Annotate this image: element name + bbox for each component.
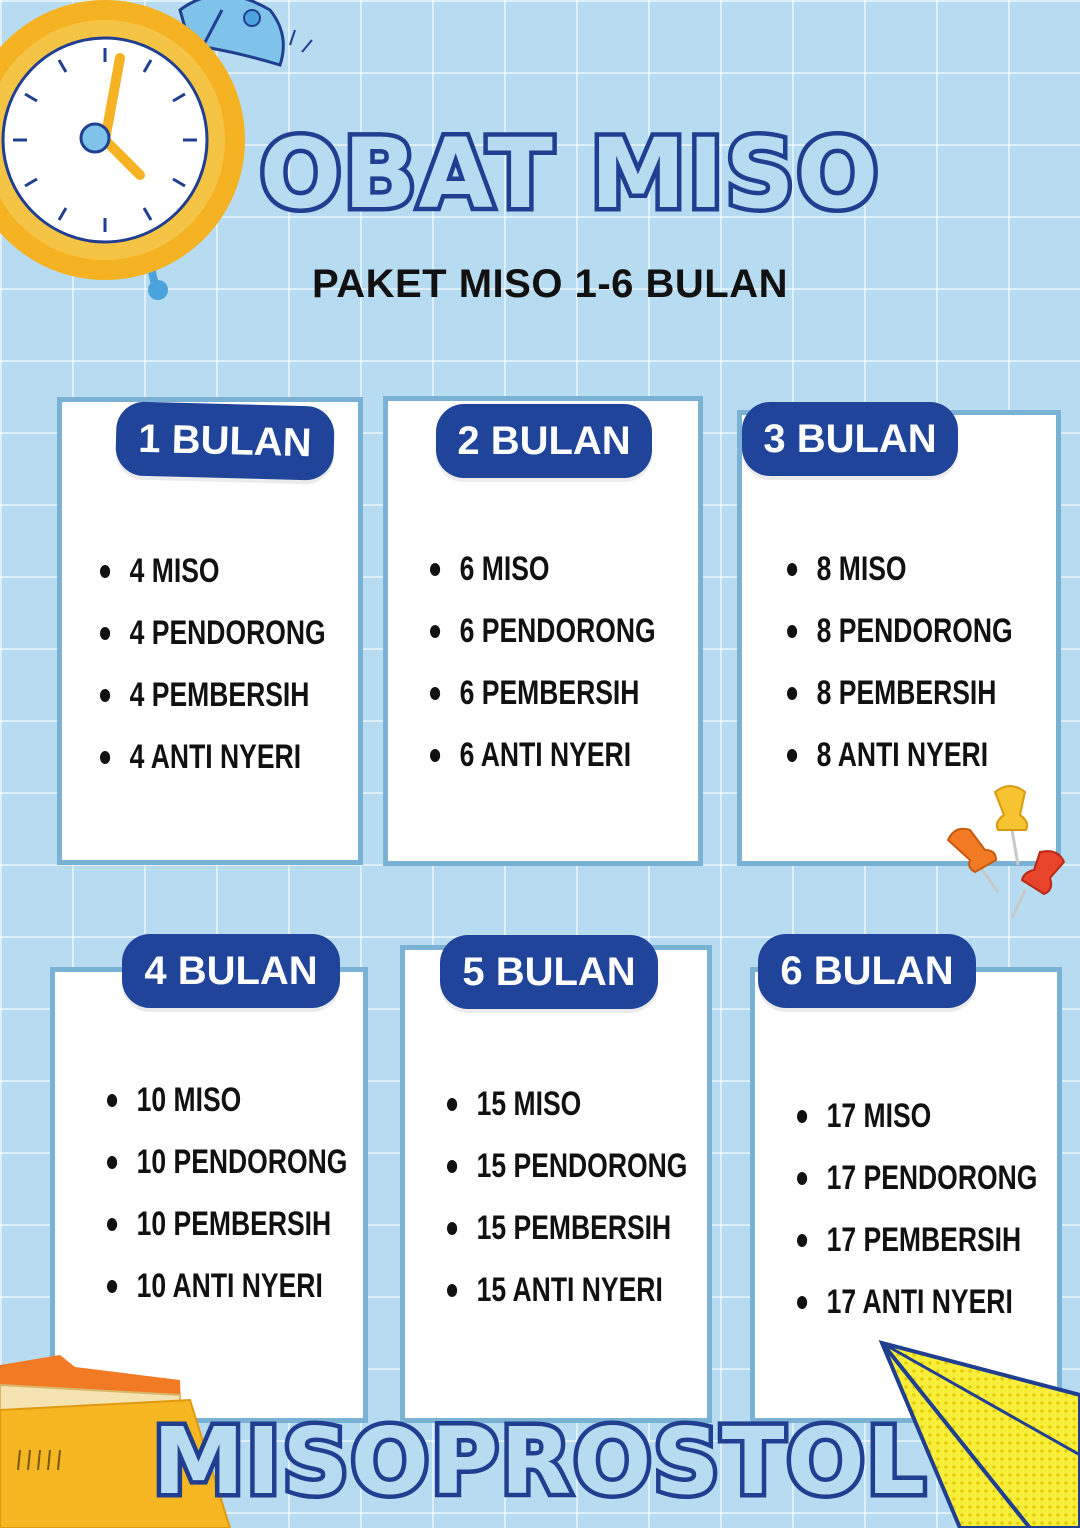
list-item: 8 MISO: [787, 538, 1013, 600]
package-label-4: 4 BULAN: [122, 934, 340, 1008]
list-item: 8 PEMBERSIH: [787, 662, 1013, 724]
list-item: 10 PENDORONG: [107, 1131, 347, 1193]
package-items-3: [787, 538, 1076, 786]
list-item: 8 ANTI NYERI: [787, 724, 1013, 786]
package-label-3: 3 BULAN: [742, 402, 958, 476]
package-label-2: 2 BULAN: [436, 404, 652, 478]
footer-title: MISOPROSTOL: [152, 1408, 928, 1515]
package-items-2: [430, 538, 719, 786]
list-item: 4 PEMBERSIH: [100, 664, 326, 726]
list-item: 17 PEMBERSIH: [797, 1209, 1037, 1271]
list-item: 6 MISO: [430, 538, 656, 600]
page-title: OBAT MISO: [259, 118, 881, 230]
list-item: 15 ANTI NYERI: [447, 1259, 687, 1321]
package-items-1: [100, 540, 389, 788]
list-item: 4 ANTI NYERI: [100, 726, 326, 788]
list-item: 4 MISO: [100, 540, 326, 602]
package-items-5: [447, 1073, 755, 1321]
list-item: 15 PEMBERSIH: [447, 1197, 687, 1259]
list-item: 15 PENDORONG: [447, 1135, 687, 1197]
subtitle: PAKET MISO 1-6 BULAN: [312, 262, 788, 306]
list-item: 6 ANTI NYERI: [430, 724, 656, 786]
list-item: 17 MISO: [797, 1085, 1037, 1147]
list-item: 10 PEMBERSIH: [107, 1193, 347, 1255]
list-item: 15 MISO: [447, 1073, 687, 1135]
list-item: 8 PENDORONG: [787, 600, 1013, 662]
package-items-4: [107, 1069, 415, 1317]
list-item: 4 PENDORONG: [100, 602, 326, 664]
list-item: 10 MISO: [107, 1069, 347, 1131]
package-items-6: [797, 1085, 1080, 1333]
list-item: 6 PEMBERSIH: [430, 662, 656, 724]
list-item: 6 PENDORONG: [430, 600, 656, 662]
package-label-6: 6 BULAN: [758, 934, 976, 1008]
list-item: 10 ANTI NYERI: [107, 1255, 347, 1317]
push-pins-icon: [940, 780, 1080, 930]
package-label-1: 1 BULAN: [115, 401, 335, 481]
list-item: 17 PENDORONG: [797, 1147, 1037, 1209]
package-label-5: 5 BULAN: [440, 935, 658, 1009]
list-item: 17 ANTI NYERI: [797, 1271, 1037, 1333]
